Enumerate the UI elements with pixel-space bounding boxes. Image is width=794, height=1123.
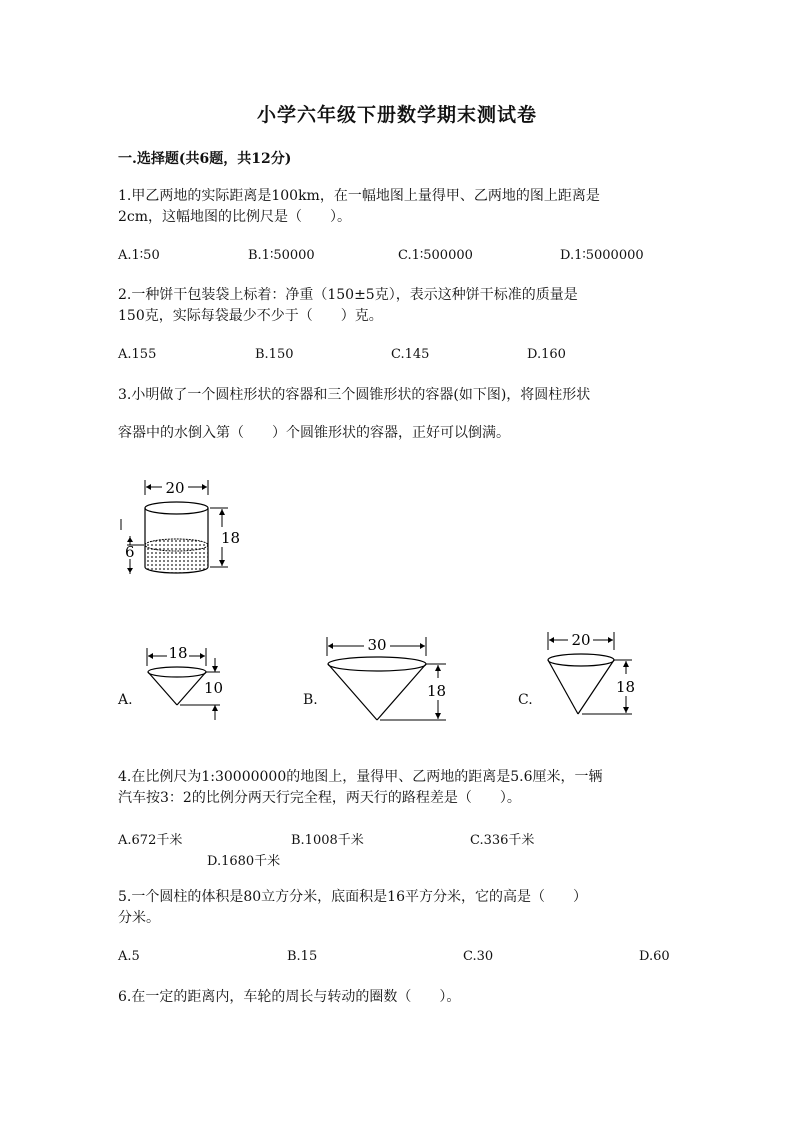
q3-text-line1: 3.小明做了一个圆柱形状的容器和三个圆锥形状的容器(如下图)，将圆柱形状	[118, 387, 591, 403]
q5-option-a[interactable]: A.5	[118, 949, 140, 964]
q1-option-c[interactable]: C.1∶500000	[398, 248, 473, 263]
q4-option-c[interactable]: C.336千米	[470, 833, 535, 848]
q1-option-d[interactable]: D.1∶5000000	[560, 248, 644, 263]
cone-a-label[interactable]: A.	[118, 692, 133, 708]
q1-text-line1: 1.甲乙两地的实际距离是100km，在一幅地图上量得甲、乙两地的图上距离是	[118, 188, 600, 204]
q1-text-line2: 2cm，这幅地图的比例尺是（ ）。	[118, 209, 352, 225]
cone-c-label[interactable]: C.	[518, 692, 533, 708]
q2-option-b[interactable]: B.150	[255, 347, 294, 362]
cone-c-diameter-label: 20	[571, 631, 591, 649]
cylinder-water-label: 6	[125, 543, 135, 561]
q1-option-a[interactable]: A.1∶50	[118, 248, 160, 263]
q6-text-line1: 6.在一定的距离内，车轮的周长与转动的圈数（ ）。	[118, 989, 461, 1005]
cone-b-figure	[322, 632, 452, 727]
q4-text-line2: 汽车按3：2的比例分两天行完全程，两天行的路程差是（ ）。	[118, 790, 521, 806]
cylinder-diameter-label: 20	[165, 479, 185, 497]
cone-c-figure	[540, 628, 650, 720]
cone-b-diameter-label: 30	[367, 636, 387, 654]
page-title: 小学六年级下册数学期末测试卷	[256, 104, 537, 126]
q4-option-a[interactable]: A.672千米	[118, 833, 183, 848]
q2-text-line2: 150克，实际每袋最少不少于（ ）克。	[118, 308, 383, 324]
cone-a-diameter-label: 18	[168, 644, 188, 662]
cone-c-height-label: 18	[616, 678, 636, 696]
cone-a-figure	[140, 640, 240, 725]
q1-option-b[interactable]: B.1∶50000	[248, 248, 315, 263]
cone-b-height-label: 18	[427, 682, 447, 700]
q5-text-line1: 5.一个圆柱的体积是80立方分米，底面积是16平方分米，它的高是（ ）	[118, 889, 587, 905]
q2-option-c[interactable]: C.145	[391, 347, 430, 362]
q5-option-d[interactable]: D.60	[639, 949, 670, 964]
cylinder-height-label: 18	[221, 529, 241, 547]
cylinder-figure	[118, 475, 248, 585]
cone-b-label[interactable]: B.	[303, 692, 318, 708]
q3-text-line2: 容器中的水倒入第（ ）个圆锥形状的容器，正好可以倒满。	[118, 425, 510, 441]
q5-option-c[interactable]: C.30	[463, 949, 494, 964]
q4-text-line1: 4.在比例尺为1:30000000的地图上，量得甲、乙两地的距离是5.6厘米，一辆	[118, 769, 603, 785]
q2-text-line1: 2.一种饼干包装袋上标着：净重（150±5克），表示这种饼干标准的质量是	[118, 287, 578, 303]
q2-option-d[interactable]: D.160	[527, 347, 566, 362]
q4-option-d[interactable]: D.1680千米	[207, 854, 281, 869]
q2-option-a[interactable]: A.155	[118, 347, 157, 362]
q5-option-b[interactable]: B.15	[287, 949, 318, 964]
cone-a-height-label: 10	[204, 679, 224, 697]
q5-text-line2: 分米。	[118, 910, 160, 926]
section-heading: 一.选择题(共6题，共12分)	[118, 151, 292, 167]
q4-option-b[interactable]: B.1008千米	[291, 833, 364, 848]
